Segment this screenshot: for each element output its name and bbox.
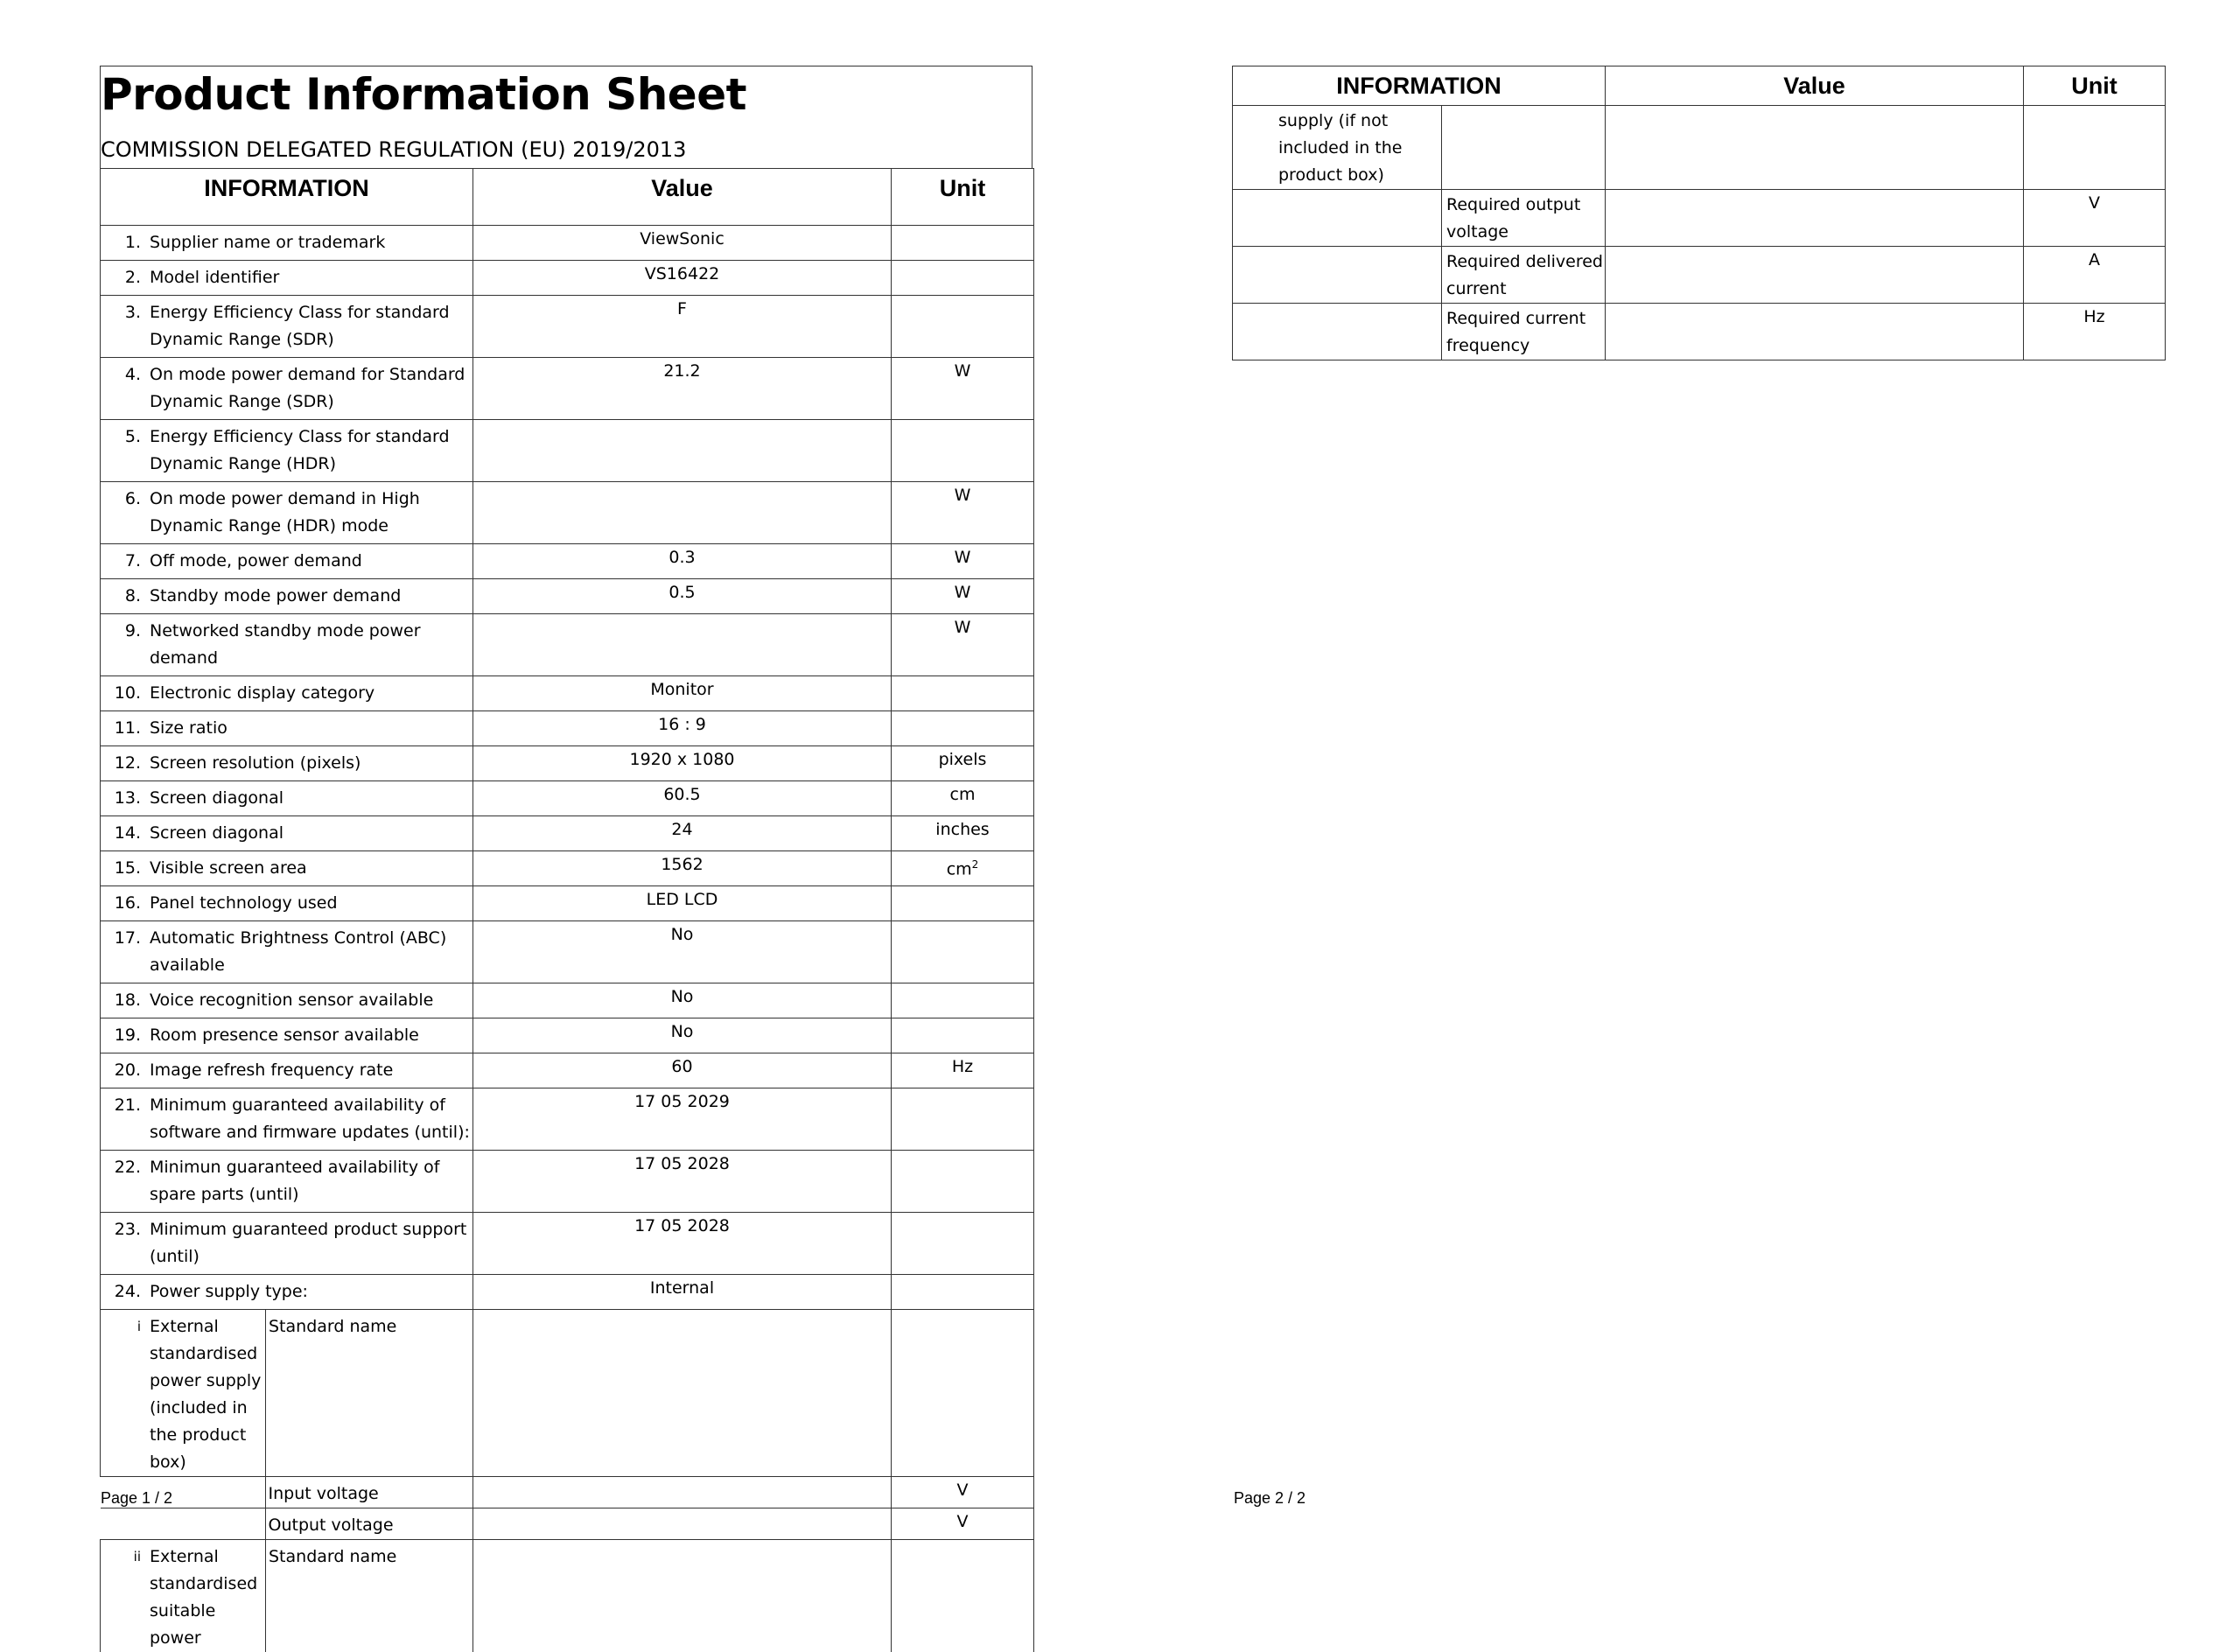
item-unit (892, 1275, 1034, 1310)
info-cell (101, 781, 473, 816)
info-cell (101, 1151, 473, 1213)
info-cell (101, 1018, 473, 1054)
table-row (101, 1275, 1034, 1310)
table-row (101, 482, 1034, 544)
item-label: Minimum guaranteed availability of software and firmware updates (until): (150, 1092, 472, 1146)
table-row (101, 746, 1034, 781)
info-cell (101, 676, 473, 711)
item-label: Standby mode power demand (150, 583, 472, 610)
item-number: 5. (101, 424, 150, 478)
item-label: Screen resolution (pixels) (150, 750, 472, 777)
info-cell (101, 482, 473, 544)
item-unit: inches (892, 816, 1034, 851)
item-unit (892, 296, 1034, 358)
item-unit: $cm^2$ (892, 851, 1034, 886)
item-number: 9. (101, 618, 150, 672)
item-label: Energy Efficiency Class for standard Dynamic Range (SDR) (150, 299, 472, 354)
power-supply-row (101, 1477, 1034, 1508)
info-cell (101, 614, 473, 676)
field-label: Required current frequency (1441, 304, 1605, 360)
item-label: Energy Efficiency Class for standard Dynamic Range (HDR) (150, 424, 472, 478)
sub-unit: V (892, 1477, 1034, 1508)
item-number: 18. (101, 987, 150, 1014)
item-unit: W (892, 544, 1034, 579)
item-number: 1. (101, 229, 150, 256)
item-label: Power supply type: (150, 1278, 472, 1306)
item-unit: W (892, 482, 1034, 544)
table-row (101, 1054, 1034, 1088)
item-value (473, 614, 892, 676)
item-number: 3. (101, 299, 150, 354)
sub-field-label: Input voltage (265, 1477, 473, 1508)
table-row (101, 1151, 1034, 1213)
item-unit (892, 676, 1034, 711)
item-label: Room presence sensor available (150, 1022, 472, 1049)
info-cell (101, 746, 473, 781)
header-unit: Unit (2024, 66, 2166, 106)
item-number: 19. (101, 1022, 150, 1049)
page-title: Product Information Sheet (101, 68, 746, 121)
item-number: 8. (101, 583, 150, 610)
item-label: Networked standby mode power demand (150, 618, 472, 672)
info-cell (101, 579, 473, 614)
info-cell (101, 1088, 473, 1151)
field-label: Required output voltage (1441, 190, 1605, 246)
item-label: Image refresh frequency rate (150, 1057, 472, 1084)
item-label: Minimum guaranteed product support (until) (150, 1216, 472, 1270)
sub-field-label: Standard name (265, 1540, 472, 1652)
item-unit (892, 261, 1034, 296)
product-info-table-continued (1232, 66, 2166, 360)
sub-label: External standardised power supply (included in the product box) (150, 1313, 265, 1476)
table-row (101, 886, 1034, 921)
table-row (1233, 247, 2166, 304)
item-label: Voice recognition sensor available (150, 987, 472, 1014)
item-label: On mode power demand in High Dynamic Range (HDR) mode (150, 486, 472, 540)
item-label: Panel technology used (150, 890, 472, 917)
table-row (101, 921, 1034, 984)
item-value: 60.5 (473, 781, 892, 816)
table-row (101, 261, 1034, 296)
sub-label: External standardised suitable power (150, 1544, 265, 1652)
item-value (473, 482, 892, 544)
table-row (101, 544, 1034, 579)
header-value: Value (473, 169, 892, 208)
table-row (101, 816, 1034, 851)
item-number: 10. (101, 680, 150, 707)
item-value: No (473, 1018, 892, 1054)
item-value: 21.2 (473, 358, 892, 420)
item-value: ViewSonic (473, 226, 892, 261)
table-row (1233, 106, 2166, 190)
item-value: 16 : 9 (473, 711, 892, 746)
info-cell (101, 1054, 473, 1088)
item-value: 17 05 2029 (473, 1088, 892, 1151)
info-cell (101, 261, 473, 296)
field-unit: V (2024, 190, 2166, 247)
table-row (101, 296, 1034, 358)
info-cell (101, 420, 473, 482)
item-number: 21. (101, 1092, 150, 1146)
item-unit (892, 711, 1034, 746)
regulation-subtitle: COMMISSION DELEGATED REGULATION (EU) 2019/2013 (101, 135, 686, 164)
item-label: Minimun guaranteed availability of spare parts (until) (150, 1154, 472, 1208)
item-value: LED LCD (473, 886, 892, 921)
item-label: Screen diagonal (150, 785, 472, 812)
info-cell (101, 816, 473, 851)
item-unit: W (892, 614, 1034, 676)
item-unit (892, 984, 1034, 1018)
item-unit: Hz (892, 1054, 1034, 1088)
table-row (101, 614, 1034, 676)
item-value: 60 (473, 1054, 892, 1088)
item-label: Electronic display category (150, 680, 472, 707)
item-value: F (473, 296, 892, 358)
field-unit: Hz (2024, 304, 2166, 360)
continued-label: supply (if not included in the product box) (1278, 106, 1441, 189)
item-value: 0.3 (473, 544, 892, 579)
item-number: 16. (101, 890, 150, 917)
field-label: Required delivered current (1441, 247, 1605, 303)
item-value: No (473, 984, 892, 1018)
item-unit (892, 1018, 1034, 1054)
info-cell (101, 886, 473, 921)
header-spacer-row (101, 207, 1034, 226)
table-row (101, 579, 1034, 614)
item-number: 24. (101, 1278, 150, 1306)
table-row (101, 358, 1034, 420)
item-value: 1920 x 1080 (473, 746, 892, 781)
item-value: No (473, 921, 892, 984)
item-label: Screen diagonal (150, 820, 472, 847)
item-unit (892, 226, 1034, 261)
item-number: 17. (101, 925, 150, 979)
info-cell (101, 1213, 473, 1275)
item-number: 6. (101, 486, 150, 540)
item-number: 23. (101, 1216, 150, 1270)
header-value: Value (1606, 66, 2024, 106)
item-unit: pixels (892, 746, 1034, 781)
info-cell (101, 358, 473, 420)
product-info-table (100, 168, 1034, 1652)
info-cell (101, 921, 473, 984)
sub-unit (892, 1540, 1034, 1652)
item-number: 22. (101, 1154, 150, 1208)
table-row (101, 1018, 1034, 1054)
table-row (101, 851, 1034, 886)
sub-number: ii (101, 1544, 150, 1652)
power-supply-row (101, 1508, 1034, 1540)
item-value: 17 05 2028 (473, 1213, 892, 1275)
item-number: 15. (101, 855, 150, 882)
table-header-row (101, 169, 1034, 208)
sub-field-label: Output voltage (265, 1508, 473, 1539)
table-row (101, 711, 1034, 746)
info-cell (101, 1275, 473, 1310)
sub-number: i (101, 1313, 150, 1476)
item-value: VS16422 (473, 261, 892, 296)
field-unit: A (2024, 247, 2166, 304)
table-row (101, 984, 1034, 1018)
sub-field-label: Standard name (265, 1310, 472, 1476)
item-number: 12. (101, 750, 150, 777)
item-value: Internal (473, 1275, 892, 1310)
header-unit: Unit (892, 169, 1034, 208)
sub-unit: V (892, 1508, 1034, 1540)
item-unit (892, 1213, 1034, 1275)
item-unit: cm (892, 781, 1034, 816)
table-row (101, 1213, 1034, 1275)
header-information: INFORMATION (101, 169, 473, 208)
item-unit (892, 420, 1034, 482)
item-value: 0.5 (473, 579, 892, 614)
item-label: Model identifier (150, 264, 472, 291)
item-unit: W (892, 579, 1034, 614)
item-number: 11. (101, 715, 150, 742)
page-number: Page 2 / 2 (1234, 1489, 1306, 1508)
item-unit (892, 1151, 1034, 1213)
item-unit: W (892, 358, 1034, 420)
item-value (473, 420, 892, 482)
item-label: On mode power demand for Standard Dynamic Range (SDR) (150, 361, 472, 416)
table-row (101, 420, 1034, 482)
info-cell (101, 544, 473, 579)
table-row (101, 781, 1034, 816)
power-supply-row (101, 1310, 1034, 1477)
header-information: INFORMATION (1233, 66, 1606, 106)
item-number: 14. (101, 820, 150, 847)
table-row (1233, 190, 2166, 247)
table-row (101, 226, 1034, 261)
item-number: 7. (101, 548, 150, 575)
item-number: 20. (101, 1057, 150, 1084)
sub-unit (892, 1310, 1034, 1477)
info-cell (101, 711, 473, 746)
table-row (101, 676, 1034, 711)
info-cell (101, 226, 473, 261)
power-supply-row (101, 1540, 1034, 1652)
item-label: Size ratio (150, 715, 472, 742)
item-label: Supplier name or trademark (150, 229, 472, 256)
table-header-row (1233, 66, 2166, 106)
item-value: 17 05 2028 (473, 1151, 892, 1213)
item-label: Off mode, power demand (150, 548, 472, 575)
item-number: 2. (101, 264, 150, 291)
item-label: Automatic Brightness Control (ABC) available (150, 925, 472, 979)
item-value: 24 (473, 816, 892, 851)
table-row (1233, 304, 2166, 360)
item-unit (892, 1088, 1034, 1151)
item-value: Monitor (473, 676, 892, 711)
item-unit (892, 921, 1034, 984)
item-number: 13. (101, 785, 150, 812)
item-label: Visible screen area (150, 855, 472, 882)
page-number: Page 1 / 2 (101, 1489, 172, 1508)
info-cell (101, 851, 473, 886)
item-value: 1562 (473, 851, 892, 886)
info-cell (101, 296, 473, 358)
item-number: 4. (101, 361, 150, 416)
unit-superscript: 2 (972, 858, 979, 871)
item-unit (892, 886, 1034, 921)
info-cell (101, 984, 473, 1018)
table-row (101, 1088, 1034, 1151)
